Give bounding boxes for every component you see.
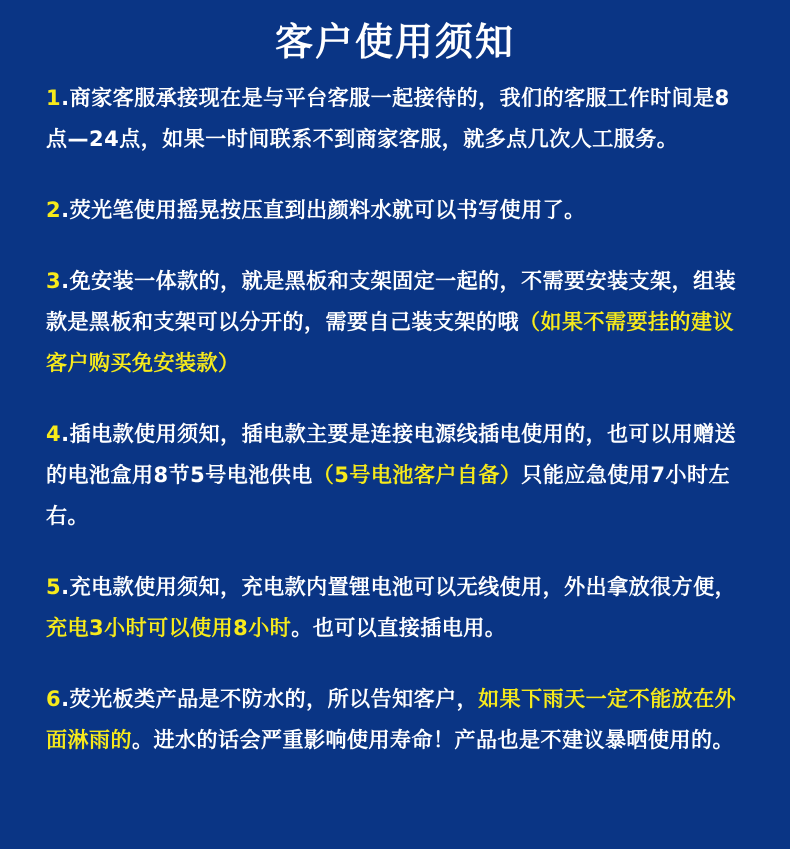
notice-text: .荧光板类产品是不防水的，所以告知客户， <box>61 687 479 711</box>
notice-text: .免安装一体款的，就是黑板和支架固定一起的，不需要安装支架，组装款是黑板和支架可以分开的，需要自己装支架的哦 <box>46 269 737 334</box>
notice-number: 4 <box>46 422 62 446</box>
notice-highlight: （如果不需要挂的建议客户购买免安装款） <box>46 310 734 375</box>
notice-item-3 <box>46 261 744 384</box>
notice-highlight: 如果下雨天一定不能放在外面淋雨的 <box>46 687 737 752</box>
notice-text: 。进水的话会严重影响使用寿命！产品也是不建议暴晒使用的。 <box>132 728 734 752</box>
notice-number: 2 <box>46 198 62 222</box>
notice-item-4 <box>46 414 744 537</box>
notice-number: 3 <box>46 269 62 293</box>
notice-item-6 <box>46 679 744 761</box>
notice-item-5 <box>46 567 744 649</box>
notice-highlight: 充电3小时可以使用8小时 <box>46 616 292 640</box>
notice-item-1 <box>46 78 744 160</box>
notice-number: 6 <box>46 687 62 711</box>
notice-text: 。也可以直接插电用。 <box>291 616 507 640</box>
notice-number: 5 <box>46 575 62 599</box>
notice-text: .商家客服承接现在是与平台客服一起接待的，我们的客服工作时间是8点—24点，如果一时间联系不到商家客服，就多点几次人工服务。 <box>46 86 730 151</box>
notice-text: .荧光笔使用摇晃按压直到出颜料水就可以书写使用了。 <box>61 198 586 222</box>
page-title: 客户使用须知 <box>274 20 515 64</box>
notice-text: .插电款使用须知，插电款主要是连接电源线插电使用的，也可以用赠送的电池盒用8节5号电池供电 <box>46 422 737 487</box>
notice-item-2 <box>46 190 744 231</box>
notice-number: 1 <box>46 86 62 110</box>
notice-highlight: （5号电池客户自备） <box>312 463 522 487</box>
notice-text: .充电款使用须知，充电款内置锂电池可以无线使用，外出拿放很方便， <box>61 575 737 599</box>
notice-text: 只能应急使用7小时左右。 <box>46 463 730 528</box>
